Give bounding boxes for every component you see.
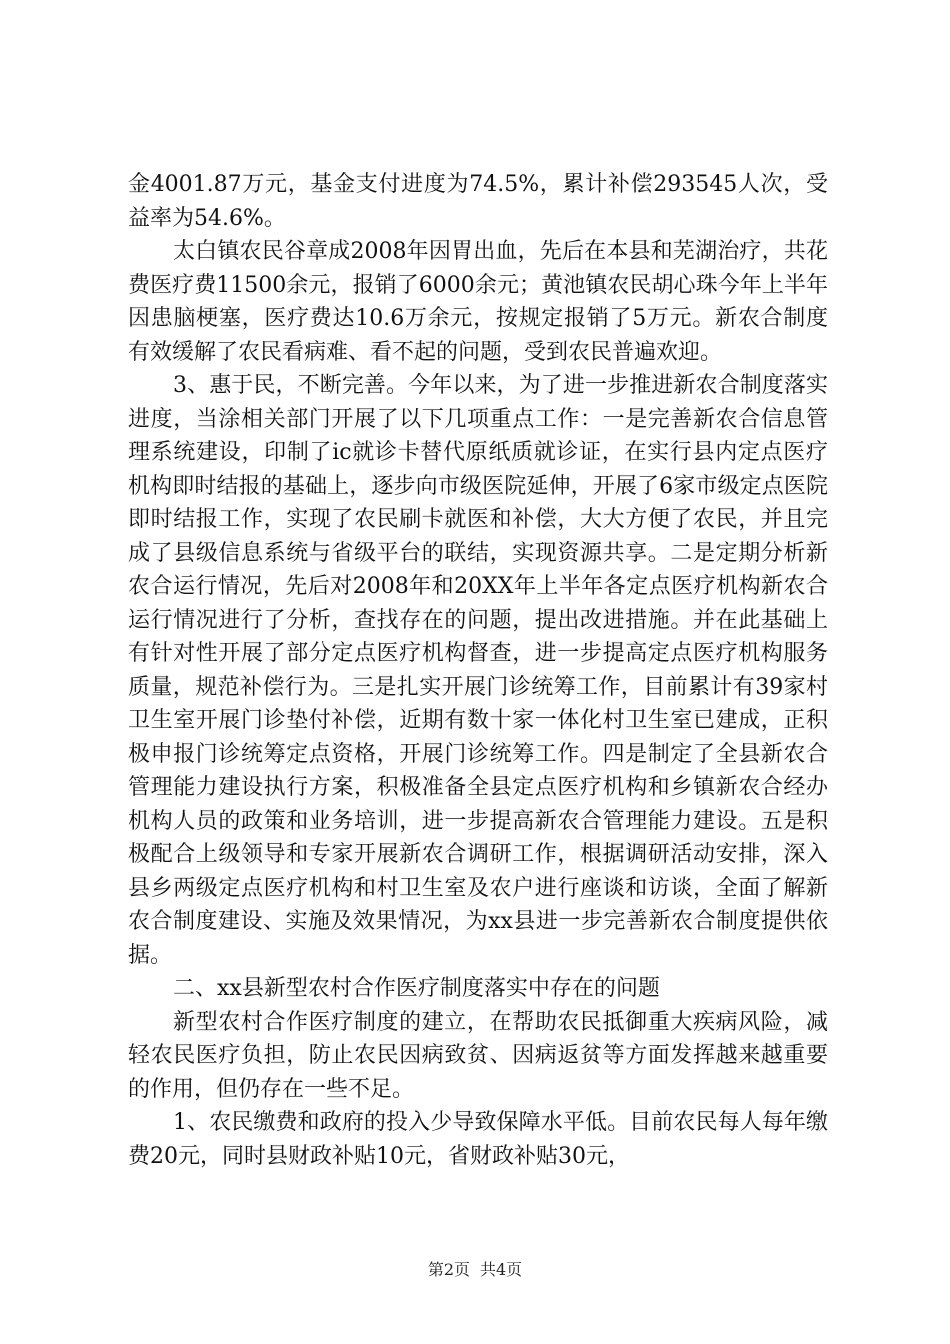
paragraph-system-role: 新型农村合作医疗制度的建立，在帮助农民抵御重大疾病风险，减轻农民医疗负担，防止农民因病致贫、因病返贫等方面发挥越来越重要的作用，但仍存在一些不足。	[128, 1009, 828, 1102]
page-footer	[0, 1260, 950, 1280]
paragraph-farmer-cases: 太白镇农民谷章成2008年因胃出血，先后在本县和芜湖治疗，共花费医疗费11500余元，报销了6000余元；黄池镇农民胡心珠今年上半年因患脑梗塞，医疗费达10.6万余元，按规定报销了5万元。新农合制度有效缓解了农民看病难、看不起的问题，受到农民普遍欢迎。	[128, 239, 828, 365]
page-number-total: 共4页	[480, 1260, 523, 1279]
document-body	[128, 168, 828, 1173]
page-number-current: 第2页	[427, 1260, 470, 1279]
paragraph-low-funding: 1、农民缴费和政府的投入少导致保障水平低。目前农民每人每年缴费20元，同时县财政补贴10元，省财政补贴30元，	[128, 1110, 828, 1169]
paragraph-fund-progress: 金4001.87万元，基金支付进度为74.5%，累计补偿293545人次，受益率为54.6%。	[128, 172, 828, 231]
paragraph-improvement-work: 3、惠于民，不断完善。今年以来，为了进一步推进新农合制度落实进度，当涂相关部门开展了以下几项重点工作：一是完善新农合信息管理系统建设，印制了ic就诊卡替代原纸质就诊证，在实行县内定点医疗机构即时结报的基础上，逐步向市级医院延伸，开展了6家市级定点医院即时结报工作，实现了农民刷卡就医和补偿，大大方便了农民，并且完成了县级信息系统与省级平台的联结，实现资源共享。二是定期分析新农合运行情况，先后对2008年和20XX年上半年各定点医疗机构新农合运行情况进行了分析，查找存在的问题，提出改进措施。并在此基础上有针对性开展了部分定点医疗机构督查，进一步提高定点医疗机构服务质量，规范补偿行为。三是扎实开展门诊统筹工作，目前累计有39家村卫生室开展门诊垫付补偿，近期有数十家一体化村卫生室已建成，正积极申报门诊统筹定点资格，开展门诊统筹工作。四是制定了全县新农合管理能力建设执行方案，积极准备全县定点医疗机构和乡镇新农合经办机构人员的政策和业务培训，进一步提高新农合管理能力建设。五是积极配合上级领导和专家开展新农合调研工作，根据调研活动安排，深入县乡两级定点医疗机构和村卫生室及农户进行座谈和访谈，全面了解新农合制度建设、实施及效果情况，为xx县进一步完善新农合制度提供依据。	[128, 373, 828, 968]
section-heading-problems: 二、xx县新型农村合作医疗制度落实中存在的问题	[173, 976, 660, 1001]
